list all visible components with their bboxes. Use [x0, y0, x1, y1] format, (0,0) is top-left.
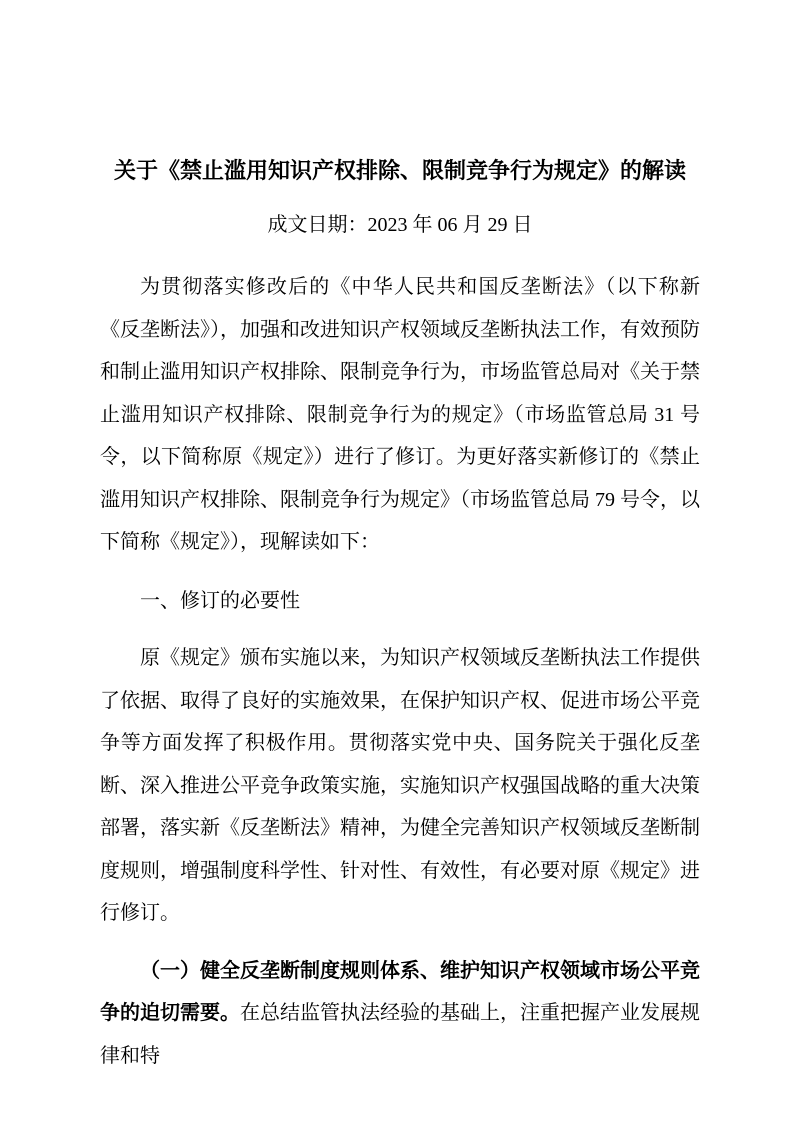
subsection-paragraph: [100, 950, 700, 1078]
section-heading: 一、修订的必要性: [140, 589, 300, 612]
section-paragraph: 原《规定》颁布实施以来，为知识产权领域反垄断执法工作提供了依据、取得了良好的实施效果，在保护知识产权、促进市场公平竞争等方面发挥了积极作用。贯彻落实党中央、国务院关于强化反垄断、深入推进公平竞争政策实施，实施知识产权强国战略的重大决策部署，落实新《反垄断法》精神，为健全完善知识产权领域反垄断制度规则，增强制度科学性、针对性、有效性，有必要对原《规定》进行修订。: [100, 647, 700, 924]
intro-paragraph: 为贯彻落实修改后的《中华人民共和国反垄断法》（以下称新《反垄断法》），加强和改进知识产权领域反垄断执法工作，有效预防和制止滥用知识产权排除、限制竞争行为，市场监管总局对《关于禁止滥用知识产权排除、限制竞争行为的规定》（市场监管总局 31 号令，以下简称原《规定》）进行了修订。为更好落实新修订的《禁止滥用知识产权排除、限制竞争行为规定》（市场监管总局 79 号令，以下简称《规定》），现解读如下：: [100, 276, 700, 553]
document-title: 关于《禁止滥用知识产权排除、限制竞争行为规定》的解读: [113, 158, 686, 183]
document-content: [0, 149, 794, 1077]
subsection-lead-bold: （一）健全反垄断制度规则体系、维护知识产权领域市场公平竞争的迫切需要。: [100, 959, 700, 1024]
date-line: 成文日期：2023 年 06 月 29 日: [267, 214, 533, 236]
subsection-text: 在总结监管执法经验的基础上，注重把握产业发展规律和特: [100, 1002, 700, 1067]
